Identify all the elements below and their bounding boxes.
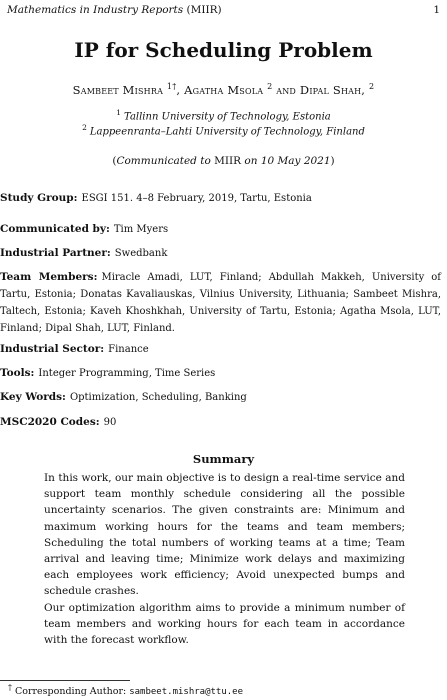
journal-name: Mathematics in Industry Reports (7, 4, 184, 16)
summary-body (44, 470, 405, 648)
communicated-venue: MIIR (214, 155, 242, 167)
author-separator: , (176, 82, 181, 97)
author-mark: 1† (166, 82, 177, 91)
affiliation-mark: 2 (82, 123, 87, 132)
field-value: Miracle Amadi, LUT, Finland; Abdullah Makkeh, University of Tartu, Estonia; Donatas Kavaliauskas, Vilnius University, Lithuania; Sambeet Mishra, Taltech, Estonia; Kaveh Khoshkhah, University of Tartu, Estonia; Agatha Msola, LUT, Finland; Dipal Shah, LUT, Finland. (0, 272, 441, 334)
field-value: 90 (103, 417, 117, 428)
affiliation (0, 123, 447, 137)
affiliation (0, 108, 447, 122)
author-name: Sambeet Mishra (72, 82, 164, 97)
field-value: Optimization, Scheduling, Banking (69, 392, 247, 403)
footnote-label: Corresponding Author: (14, 686, 127, 698)
summary-paragraph: Our optimization algorithm aims to provide a minimum number of team members and working hours for each team in accordance with the forecast workflow. (44, 601, 405, 647)
field-label: MSC2020 Codes: (0, 416, 100, 428)
field-label: Industrial Partner: (0, 247, 111, 259)
author-mark: 2 (369, 82, 375, 91)
field-value: Swedbank (114, 248, 168, 259)
summary-paragraph: In this work, our main objective is to design a real-time service and support team monthly schedule considering all the possible uncertainty scenarios. The given constraints are: Minimum and maximum working hours for the teams and team members; Scheduling the total numbers of working teams at a time; Team arrival and leaving time; Minimize work delays and maximizing each employees work efficiency; Avoid unexpected bumps and schedule crashes. (44, 472, 405, 598)
author-mark: 2 (267, 82, 273, 91)
paren-open: ( (112, 155, 117, 167)
field-label: Team Members: (0, 271, 98, 283)
study-group-field (0, 190, 441, 207)
industrial-partner-field (0, 245, 441, 262)
tools-field (0, 365, 441, 382)
footnote (8, 683, 243, 697)
summary-heading: Summary (192, 452, 255, 466)
page-number: 1 (433, 4, 440, 16)
communicated-line (0, 155, 447, 167)
journal-abbrev: (MIIR) (183, 4, 222, 16)
author-list (0, 82, 447, 97)
author-name: Dipal Shah (299, 82, 362, 97)
author-name: Agatha Msola (184, 82, 264, 97)
paper-title: IP for Scheduling Problem (74, 38, 373, 62)
paren-close: ) (330, 155, 335, 167)
field-label: Industrial Sector: (0, 343, 105, 355)
corresponding-email-link[interactable]: sambeet.mishra@ttu.ee (129, 687, 244, 698)
field-label: Study Group: (0, 192, 78, 204)
field-value: Integer Programming, Time Series (38, 368, 216, 379)
industrial-sector-field (0, 341, 441, 358)
field-label: Communicated by: (0, 223, 110, 235)
communicated-by-field (0, 221, 441, 238)
field-value: ESGI 151. 4–8 February, 2019, Tartu, Estonia (81, 193, 312, 204)
footnote-mark: † (8, 683, 12, 692)
communicated-prefix: Communicated to (116, 155, 211, 167)
team-members-field (0, 269, 441, 337)
author-separator: , (361, 82, 366, 97)
author-conjunction: and (272, 82, 300, 97)
communicated-on: on (244, 155, 258, 167)
msc2020-field (0, 414, 441, 431)
affiliation-text: Tallinn University of Technology, Estonia (124, 111, 331, 123)
field-label: Tools: (0, 367, 35, 379)
affiliation-mark: 1 (116, 108, 122, 117)
field-value: Finance (108, 344, 149, 355)
key-words-field (0, 389, 441, 406)
field-value: Tim Myers (113, 224, 169, 235)
running-header (7, 4, 440, 18)
field-label: Key Words: (0, 391, 66, 403)
footnote-rule (0, 680, 130, 681)
affiliation-text: Lappeenranta–Lahti University of Technology, Finland (89, 126, 365, 138)
communicated-date: 10 May 2021 (260, 155, 331, 167)
